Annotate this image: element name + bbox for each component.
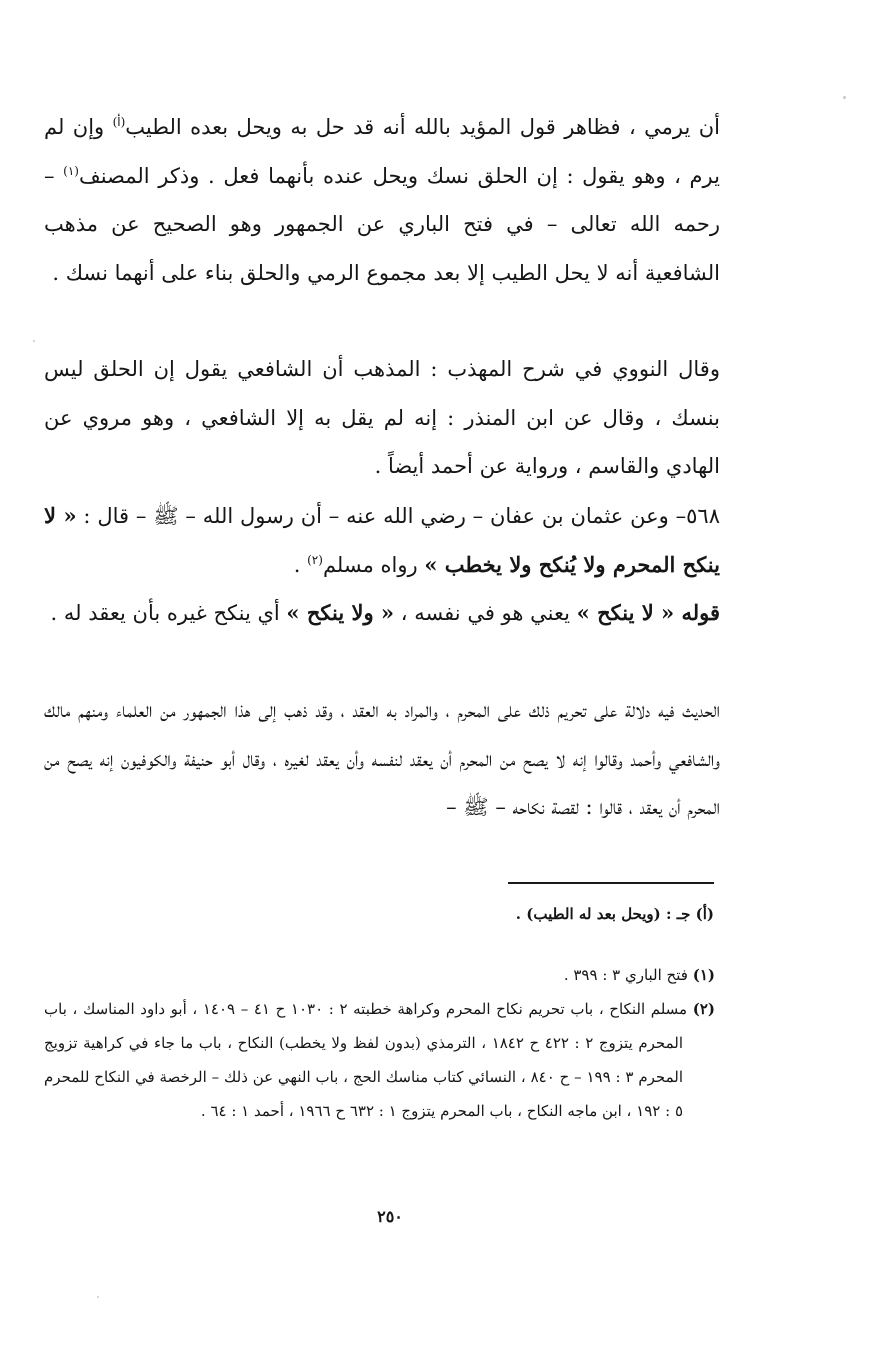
paragraph-1-text-b: وإن لم يرم ، وهو يقول : إن الحلق نسك ويحل عنده بأنهما فعل . وذكر المصنف bbox=[44, 115, 720, 188]
hadith-568 bbox=[44, 492, 720, 589]
footnote-2-marker: (٢) bbox=[692, 1000, 715, 1018]
footnote-a: (أ) جـ : (ويحل بعد له الطيب) . bbox=[515, 905, 714, 923]
footnote-1 bbox=[44, 958, 715, 992]
footnote-1-text: فتح الباري ٣ : ٣٩٩ . bbox=[563, 966, 693, 984]
hadith-source: رواه مسلم bbox=[322, 552, 425, 577]
paragraph-4-mid: يعني هو في نفسه ، bbox=[394, 601, 577, 625]
paragraph-4-lead: قوله bbox=[674, 600, 720, 625]
hadith-number: ٥٦٨– bbox=[675, 504, 720, 528]
hadith-end: . bbox=[293, 552, 308, 577]
footnote-2 bbox=[44, 992, 715, 1128]
footnote-2-text: مسلم النكاح ، باب تحريم نكاح المحرم وكراهة خطبته ٢ : ١٠٣٠ ح ٤١ – ١٤٠٩ ، أبو داود المناسك ، باب المحرم يتزوج ٢ : ٤٢٢ ح ١٨٤٢ ، الترمذي (بدون لفظ ولا يخطب) النكاح ، باب ما جاء في كراهية تزويج المحرم ٣ : ١٩٩ – ح ٨٤٠ ، النسائي كتاب مناسك الحج ، باب النهي عن ذلك – الرخصة في النكاح للمحرم ٥ : ١٩٢ ، ابن ماجه النكاح ، باب المحرم يتزوج ١ : ٦٣٢ ح ١٩٦٦ ، أحمد ١ : ٦٤ . bbox=[44, 1000, 693, 1120]
scan-speck bbox=[97, 1296, 99, 1298]
paragraph-1-text-a: أن يرمي ، فظاهر قول المؤيد بالله أنه قد حل به ويحل بعده الطيب bbox=[125, 115, 720, 139]
footnote-ref-1: (١) bbox=[63, 163, 79, 178]
paragraph-4-tail: أي ينكح غيره بأن يعقد له . bbox=[50, 601, 287, 625]
paragraph-2-text: وقال النووي في شرح المهذب : المذهب أن الشافعي يقول إن الحلق ليس بنسك ، وقال عن ابن المنذر : إنه لم يقل به إلا الشافعي ، وهو مروي عن الهادي والقاسم ، ورواية عن أحمد أيضاً . bbox=[44, 357, 720, 478]
paragraph-1-text-c: – رحمه الله تعالى – في فتح الباري عن الجمهور وهو الصحيح عن مذهب الشافعية أنه لا يحل الطيب إلا بعد مجموع الرمي والحلق بناء على أنهما نسك . bbox=[44, 163, 720, 285]
paragraph-1 bbox=[44, 103, 720, 297]
page-number: ٢٥٠ bbox=[377, 1207, 403, 1226]
footnote-ref-2: (٢) bbox=[307, 552, 323, 567]
hadith-intro: وعن عثمان بن عفان – رضي الله عنه – أن رسول الله – ﷺ – قال : bbox=[76, 504, 676, 528]
footnote-1-marker: (١) bbox=[692, 966, 715, 984]
paragraph-2 bbox=[44, 345, 720, 491]
hadith-text: « لا ينكح المحرم ولا يُنكح ولا يخطب » bbox=[44, 503, 720, 577]
paragraph-5 bbox=[44, 686, 720, 832]
footnotes-section bbox=[44, 958, 715, 1128]
footnote-divider bbox=[508, 882, 714, 884]
paragraph-4-quote-1: « لا ينكح » bbox=[576, 600, 675, 625]
scan-speck bbox=[843, 96, 846, 99]
paragraph-4-quote-2: « ولا ينكح » bbox=[286, 600, 395, 625]
footnote-ref-a: (أ) bbox=[112, 115, 126, 129]
paragraph-5-text: الحديث فيه دلالة على تحريم ذلك على المحرم ، والمراد به العقد ، وقد ذهب إلى هذا الجمهور من العلماء ومنهم مالك والشافعي وأحمد وقالوا إنه لا يصح من المحرم أن يعقد لنفسه وأن يعقد لغيره ، وقال أبو حنيفة والكوفيون إنه يصح من المحرم أن يعقد ، قالوا : لقصة نكاحه – ﷺ – bbox=[44, 698, 720, 819]
paragraph-4 bbox=[44, 589, 720, 638]
scan-speck bbox=[33, 340, 35, 342]
